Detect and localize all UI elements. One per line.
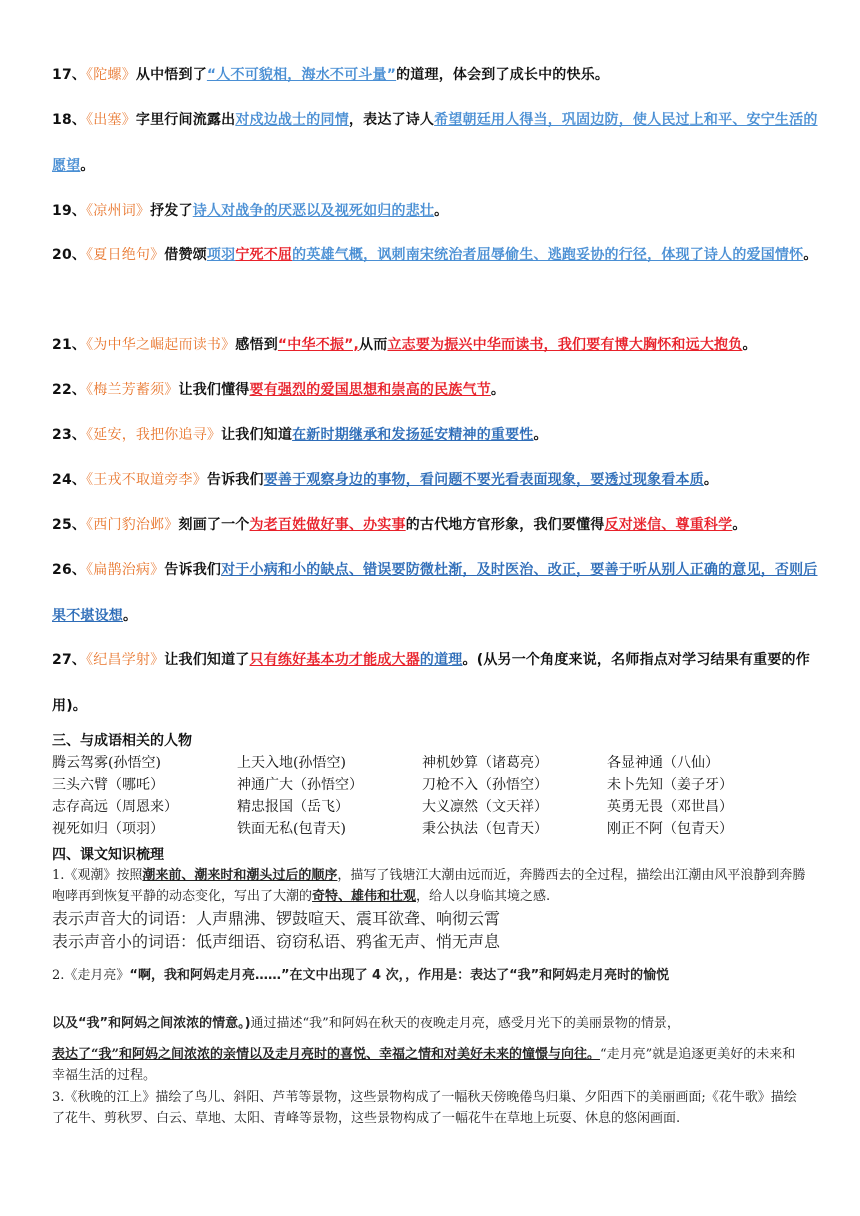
- idiom: 大义凛然（文天祥）: [422, 799, 548, 815]
- item-number: 21、: [52, 337, 87, 353]
- highlight: 的道理: [419, 652, 463, 668]
- idiom-grid: [52, 752, 792, 840]
- item-27: [52, 637, 822, 729]
- idiom-row: [52, 818, 792, 840]
- text: 。: [742, 337, 757, 353]
- idiom-row: [52, 774, 792, 796]
- highlight: 对于小病和小的缺点、错误要防微杜渐，及时医治、改正，要善于听从别人正确的意见，否则后果不堪设想: [52, 562, 818, 624]
- text: 。: [533, 427, 548, 443]
- highlight: 对戍边战士的同情: [235, 112, 349, 128]
- item-number: 27、: [52, 652, 87, 668]
- highlight: 奇特、雄伟和壮观: [312, 889, 417, 904]
- idiom: 各显神通（八仙）: [607, 755, 719, 771]
- text: 从而: [359, 337, 388, 353]
- highlight-red: 立志要为振兴中华而读书，我们要有博大胸怀和远大抱负: [387, 337, 743, 353]
- idiom: 神通广大（孙悟空）: [237, 777, 363, 793]
- text: 。: [434, 203, 449, 219]
- highlight: 潮来前、潮来时和潮头过后的顺序: [142, 868, 338, 883]
- text: 2.《走月亮》: [52, 968, 130, 983]
- item-number: 18、: [52, 112, 87, 128]
- highlight-red: 要有强烈的爱国思想和崇高的民族气节: [249, 382, 491, 398]
- text: 。: [703, 472, 719, 488]
- text: 《花牛歌》描绘了花牛、剪秋罗、白云、草地、太阳、青峰等景物，这些景物构成了一幅花牛在草地上玩耍、休息的悠闲画面.: [52, 1090, 797, 1126]
- idiom: 未卜先知（姜子牙）: [607, 777, 733, 793]
- text: 。: [732, 517, 747, 533]
- item-21: [52, 322, 822, 368]
- paragraph-2-line-2: [52, 1012, 808, 1036]
- text: 。: [490, 382, 506, 398]
- book-title: 《扁鹊治病》: [86, 562, 165, 578]
- item-number: 17、: [52, 67, 87, 83]
- idiom-row: [52, 752, 792, 774]
- idiom: 上天入地(孙悟空): [237, 755, 346, 771]
- text: 感悟到: [235, 337, 278, 353]
- text: 。(从另一个角度来说，名师指点对学习结果有重要的作用)。: [52, 652, 810, 714]
- text: 告诉我们: [206, 472, 264, 488]
- highlight: 表达了“我”和阿妈之间浓浓的亲情以及走月亮时的喜悦、幸福之情和对美好未来的憧憬与向往。: [52, 1047, 600, 1062]
- idiom: 神机妙算（诸葛亮）: [422, 755, 548, 771]
- item-20: [52, 232, 822, 278]
- highlight-red: 只有练好基本功才能成大器: [249, 652, 420, 668]
- book-title: 《陀螺》: [86, 67, 136, 83]
- paragraph-3: [52, 1087, 808, 1129]
- idiom: 秉公执法（包青天）: [422, 821, 548, 837]
- item-18: [52, 97, 822, 189]
- paragraph-1: [52, 865, 808, 907]
- text: 的道理，体会到了成长中的快乐。: [396, 67, 610, 83]
- item-number: 20、: [52, 247, 87, 263]
- idiom-row: [52, 796, 792, 818]
- idiom: 英勇无畏（邓世昌）: [607, 799, 733, 815]
- item-number: 25、: [52, 517, 87, 533]
- highlight-red: 反对迷信、尊重科学: [604, 517, 733, 533]
- highlight: “人不可貌相，海水不可斗量”: [206, 67, 397, 83]
- text: “啊，我和阿妈走月亮……”在文中出现了 4 次，，作用是：表达了“我”和阿妈走月亮时的愉悦: [129, 968, 670, 983]
- book-title: 《王戎不取道旁李》: [86, 472, 207, 488]
- text: 抒发了: [150, 203, 193, 219]
- text: 1.《观潮》按照: [52, 868, 143, 883]
- text: 。: [123, 608, 138, 624]
- text: 通过描述“我”和阿妈在秋天的夜晚走月亮，感受月光下的美丽景物的情景，: [250, 1016, 680, 1031]
- soft-words: 表示声音小的词语：低声细语、窃窃私语、鸦雀无声、悄无声息: [52, 932, 501, 951]
- idiom: 三头六臂（哪吒）: [52, 777, 164, 793]
- item-number: 26、: [52, 562, 87, 578]
- item-26: [52, 547, 822, 639]
- book-title: 《夏日绝句》: [86, 247, 165, 263]
- text: 。: [803, 247, 818, 263]
- item-number: 22、: [52, 382, 87, 398]
- item-number: 24、: [52, 472, 87, 488]
- item-24: [52, 457, 822, 503]
- highlight: 的英雄气概，讽刺南宋统治者屈辱偷生、逃跑妥协的行径，体现了诗人的爱国情怀: [292, 247, 804, 263]
- text: 让我们懂得: [178, 382, 250, 398]
- text: ，表达了诗人: [348, 112, 435, 128]
- text: ，描写了钱塘江大潮由远而近，奔腾西去的全过程，描绘出江潮由风平浪静到奔腾咆哮再到恢复平静的动态变化，写出了大潮的: [52, 868, 806, 904]
- item-23: [52, 412, 822, 458]
- idiom: 志存高远（周恩来）: [52, 799, 178, 815]
- book-title: 《凉州词》: [86, 203, 151, 219]
- text: 让我们知道: [221, 427, 293, 443]
- highlight-red: 为老百姓做好事、办实事: [249, 517, 406, 533]
- book-title: 《为中华之崛起而读书》: [86, 337, 236, 353]
- idiom: 刀枪不入（孙悟空）: [422, 777, 548, 793]
- book-title: 《西门豹治邺》: [86, 517, 179, 533]
- item-17: [52, 52, 822, 98]
- highlight: 在新时期继承和发扬延安精神的重要性: [292, 427, 534, 443]
- text: 从中悟到了: [135, 67, 207, 83]
- highlight: 诗人对战争的厌恶以及视死如归的悲壮: [192, 203, 435, 219]
- text: 字里行间流露出: [135, 112, 236, 128]
- highlight-red: “中华不振”,: [277, 337, 360, 353]
- book-title: 《出塞》: [86, 112, 136, 128]
- text: 让我们知道了: [164, 652, 250, 668]
- item-25: [52, 502, 822, 548]
- highlight: 希望朝廷用人得当，巩固边防，使人民过上和平、安宁生活的愿望: [52, 112, 818, 174]
- item-22: [52, 367, 822, 413]
- idiom: 视死如归（项羽）: [52, 821, 164, 837]
- section-4-title: 四、课文知识梳理: [52, 847, 164, 863]
- idiom: 刚正不阿（包青天）: [607, 821, 733, 837]
- idiom: 铁面无私(包青天): [237, 821, 346, 837]
- paragraph-2-line-1: [52, 964, 808, 988]
- highlight: 项羽: [206, 247, 236, 263]
- item-19: [52, 188, 822, 234]
- text: 的古代地方官形象，我们要懂得: [405, 517, 605, 533]
- highlight: 要善于观察身边的事物，看问题不要光看表面现象，要透过现象看本质: [263, 472, 704, 488]
- text: 刻画了一个: [178, 517, 250, 533]
- book-title: 《延安，我把你追寻》: [86, 427, 222, 443]
- text: 以及“我”和阿妈之间浓浓的情意。): [52, 1016, 251, 1031]
- text: 。: [80, 158, 95, 174]
- item-number: 23、: [52, 427, 87, 443]
- highlight-red: 宁死不屈: [235, 247, 293, 263]
- paragraph-2-line-3: [52, 1044, 808, 1086]
- text: 借赞颂: [164, 247, 207, 263]
- idiom: 腾云驾雾(孙悟空): [52, 755, 161, 771]
- text: 3.《秋晚的江上》描绘了鸟儿、斜阳、芦苇等景物，这些景物构成了一幅秋天傍晚倦鸟归巢、夕阳西下的美丽画面;: [52, 1090, 706, 1105]
- text: ，给人以身临其境之感.: [416, 889, 551, 904]
- book-title: 《纪昌学射》: [86, 652, 165, 668]
- book-title: 《梅兰芳蓄须》: [86, 382, 179, 398]
- text: 告诉我们: [164, 562, 222, 578]
- section-3-title: 三、与成语相关的人物: [52, 733, 192, 749]
- loud-words: 表示声音大的词语：人声鼎沸、锣鼓喧天、震耳欲聋、响彻云霄: [52, 909, 501, 928]
- text: “走月亮”就是追逐更美好的未来和幸福生活的过程。: [52, 1047, 796, 1083]
- idiom: 精忠报国（岳飞）: [237, 799, 349, 815]
- item-number: 19、: [52, 203, 87, 219]
